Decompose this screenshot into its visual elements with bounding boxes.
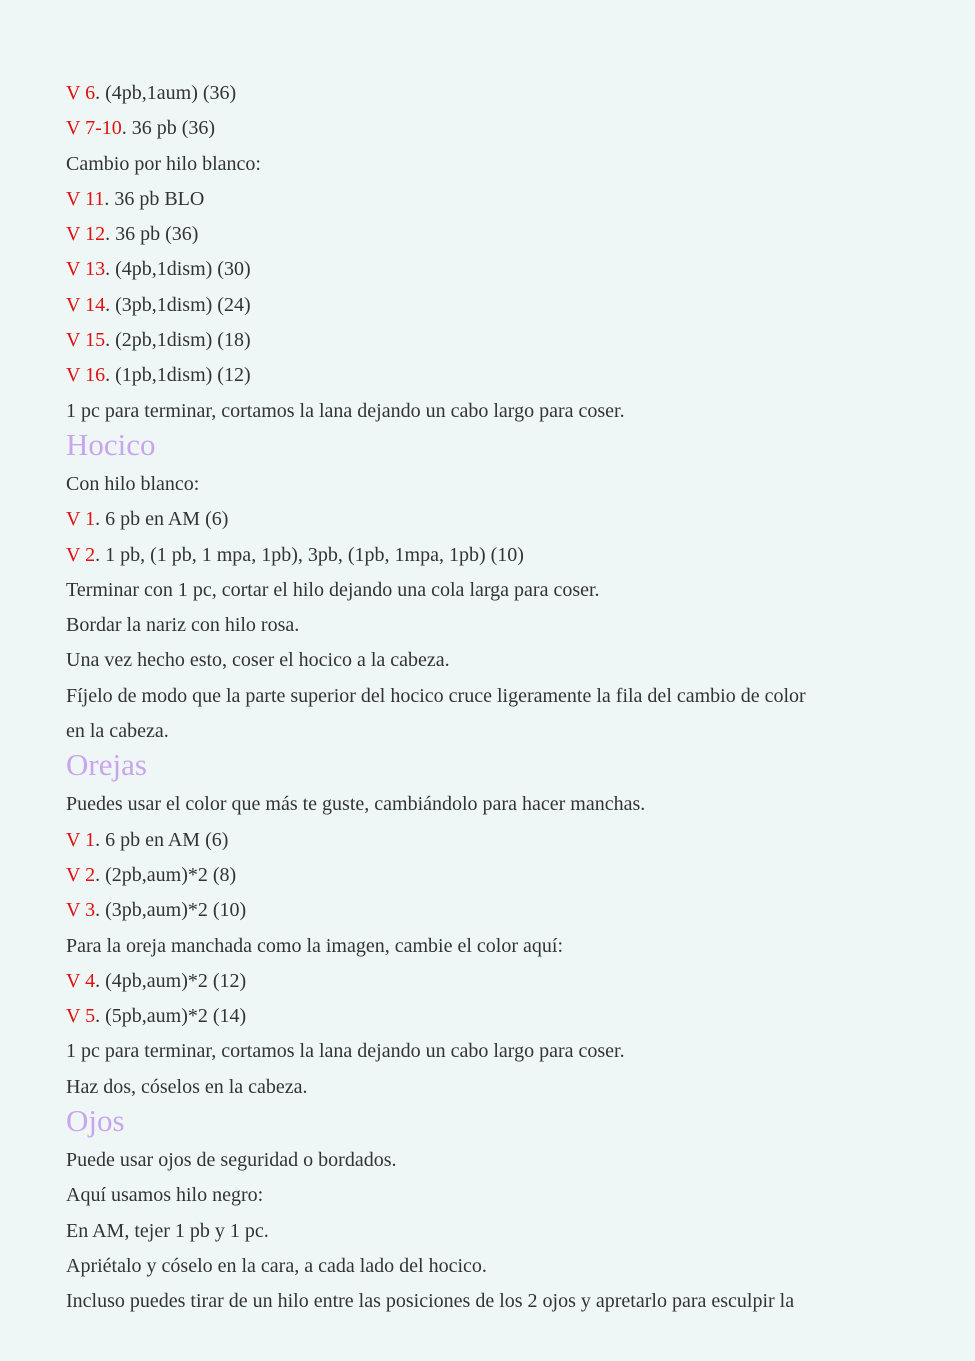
paragraph: Una vez hecho esto, coser el hocico a la cabeza. xyxy=(66,649,450,672)
round-text: . 36 pb (36) xyxy=(121,117,216,140)
round-instruction xyxy=(66,964,906,999)
round-text: . (4pb,1aum) (36) xyxy=(95,82,237,104)
paragraph: 1 pc para terminar, cortamos la lana dejando un cabo largo para coser. xyxy=(66,1040,625,1063)
round-instruction xyxy=(66,823,906,858)
round-instruction xyxy=(66,893,906,928)
paragraph: Aquí usamos hilo negro: xyxy=(66,1184,264,1207)
round-text: . 6 pb en AM (6) xyxy=(95,508,229,531)
round-label: V 2 xyxy=(66,863,96,886)
round-instruction xyxy=(66,999,906,1034)
round-label: V 15 xyxy=(66,329,106,352)
document-page xyxy=(66,76,906,1320)
round-label: V 4 xyxy=(66,969,96,992)
paragraph: Cambio por hilo blanco: xyxy=(66,152,261,175)
round-instruction xyxy=(66,217,906,252)
round-text: . (5pb,aum)*2 (14) xyxy=(95,1005,247,1028)
round-instruction xyxy=(66,502,906,537)
round-label: V 2 xyxy=(66,543,96,566)
round-label: V 16 xyxy=(66,364,106,387)
round-label: V 14 xyxy=(66,293,106,316)
round-instruction xyxy=(66,323,906,358)
round-label: V 5 xyxy=(66,1005,96,1028)
round-label: V 6 xyxy=(66,82,96,104)
round-text: . (2pb,aum)*2 (8) xyxy=(95,863,237,886)
paragraph: Haz dos, cóselos en la cabeza. xyxy=(66,1075,308,1098)
paragraph: Puede usar ojos de seguridad o bordados. xyxy=(66,1149,397,1172)
round-label: V 1 xyxy=(66,828,96,851)
round-text: . (4pb,1dism) (30) xyxy=(105,258,251,281)
round-text: . (1pb,1dism) (12) xyxy=(105,364,251,387)
paragraph: Incluso puedes tirar de un hilo entre las posiciones de los 2 ojos y apretarlo para esculpir la xyxy=(66,1290,795,1313)
paragraph: Puedes usar el color que más te guste, cambiándolo para hacer manchas. xyxy=(66,793,646,816)
round-instruction xyxy=(66,252,906,287)
round-instruction xyxy=(66,111,906,146)
round-text: . (2pb,1dism) (18) xyxy=(105,329,251,352)
round-text: . (3pb,1dism) (24) xyxy=(105,293,251,316)
paragraph: Terminar con 1 pc, cortar el hilo dejando una cola larga para coser. xyxy=(66,578,600,601)
round-text: . 6 pb en AM (6) xyxy=(95,828,229,851)
paragraph: Bordar la nariz con hilo rosa. xyxy=(66,614,300,637)
round-text: . 36 pb (36) xyxy=(105,223,199,246)
round-label: V 3 xyxy=(66,899,96,922)
paragraph: Para la oreja manchada como la imagen, cambie el color aquí: xyxy=(66,934,564,957)
section-heading: Hocico xyxy=(66,426,156,462)
round-text: . 1 pb, (1 pb, 1 mpa, 1pb), 3pb, (1pb, 1mpa, 1pb) (10) xyxy=(95,543,524,566)
round-label: V 7-10 xyxy=(66,117,122,140)
paragraph: Apriétalo y cóselo en la cara, a cada lado del hocico. xyxy=(66,1254,487,1277)
round-instruction xyxy=(66,76,906,111)
round-instruction xyxy=(66,858,906,893)
round-label: V 12 xyxy=(66,223,106,246)
section-heading: Ojos xyxy=(66,1103,125,1139)
round-instruction xyxy=(66,182,906,217)
section-heading: Orejas xyxy=(66,747,147,783)
round-instruction xyxy=(66,538,906,573)
round-label: V 1 xyxy=(66,508,96,531)
round-text: . (4pb,aum)*2 (12) xyxy=(95,969,247,992)
paragraph: 1 pc para terminar, cortamos la lana dejando un cabo largo para coser. xyxy=(66,399,625,422)
paragraph: Fíjelo de modo que la parte superior del hocico cruce ligeramente la fila del cambio de color xyxy=(66,684,806,707)
round-instruction xyxy=(66,288,906,323)
round-label: V 13 xyxy=(66,258,106,281)
round-text: . 36 pb BLO xyxy=(104,187,205,210)
paragraph: Con hilo blanco: xyxy=(66,472,200,495)
round-instruction xyxy=(66,358,906,393)
paragraph: En AM, tejer 1 pb y 1 pc. xyxy=(66,1219,269,1242)
round-label: V 11 xyxy=(66,187,105,210)
paragraph: en la cabeza. xyxy=(66,720,169,743)
round-text: . (3pb,aum)*2 (10) xyxy=(95,899,247,922)
